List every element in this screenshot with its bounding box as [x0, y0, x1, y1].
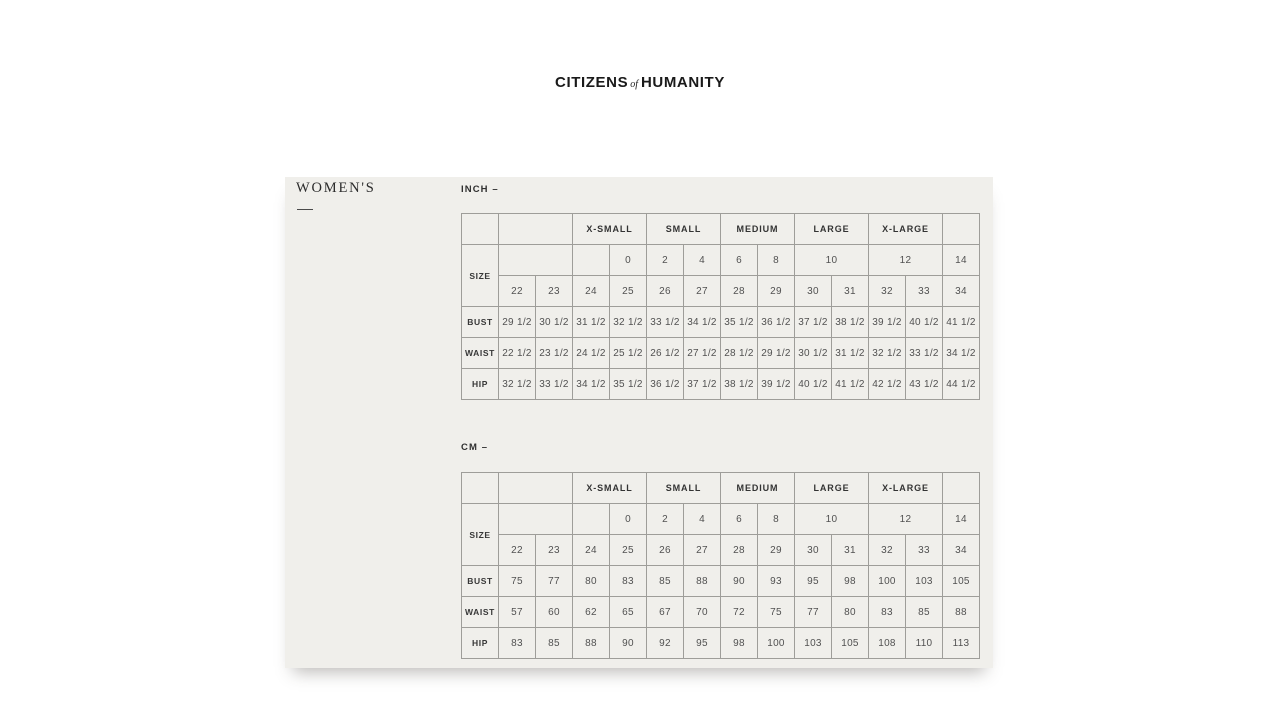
measure-value-cell: 32 1/2 — [869, 338, 906, 369]
measure-value-cell: 80 — [573, 566, 610, 597]
measure-value-cell: 100 — [869, 566, 906, 597]
measure-value-cell: 83 — [869, 597, 906, 628]
size-value-cell: 28 — [721, 276, 758, 307]
size-value-cell: 26 — [647, 276, 684, 307]
size-value-cell: 30 — [795, 276, 832, 307]
group-header-cell: LARGE — [795, 214, 869, 245]
cm-size-table — [461, 472, 980, 659]
measure-value-cell: 31 1/2 — [573, 307, 610, 338]
measure-value-cell: 83 — [499, 628, 536, 659]
measure-value-cell: 85 — [906, 597, 943, 628]
measure-value-cell: 113 — [943, 628, 980, 659]
measure-label-cell: WAIST — [462, 597, 499, 628]
size-value-cell: 10 — [795, 504, 869, 535]
measure-value-cell: 34 1/2 — [684, 307, 721, 338]
size-value-cell: 23 — [536, 535, 573, 566]
measure-value-cell: 105 — [832, 628, 869, 659]
measure-value-cell: 29 1/2 — [499, 307, 536, 338]
group-header-cell: X-LARGE — [869, 214, 943, 245]
size-value-cell: 33 — [906, 276, 943, 307]
size-value-cell: 27 — [684, 535, 721, 566]
measure-value-cell: 29 1/2 — [758, 338, 795, 369]
measure-label-cell: WAIST — [462, 338, 499, 369]
measure-value-cell: 23 1/2 — [536, 338, 573, 369]
size-value-cell: 30 — [795, 535, 832, 566]
measure-value-cell: 67 — [647, 597, 684, 628]
measure-value-cell: 80 — [832, 597, 869, 628]
measure-value-cell: 77 — [795, 597, 832, 628]
size-value-cell: 31 — [832, 535, 869, 566]
group-header-cell — [499, 214, 573, 245]
measure-value-cell: 100 — [758, 628, 795, 659]
size-value-cell: 23 — [536, 276, 573, 307]
measure-label-cell: BUST — [462, 566, 499, 597]
size-value-cell: 2 — [647, 245, 684, 276]
corner-cell — [462, 473, 499, 504]
group-header-cell: X-SMALL — [573, 214, 647, 245]
measure-value-cell: 37 1/2 — [795, 307, 832, 338]
size-value-cell: 12 — [869, 504, 943, 535]
measure-value-cell: 39 1/2 — [869, 307, 906, 338]
group-header-cell — [943, 214, 980, 245]
size-value-cell: 34 — [943, 535, 980, 566]
measure-value-cell: 34 1/2 — [943, 338, 980, 369]
measure-value-cell: 57 — [499, 597, 536, 628]
measure-value-cell: 25 1/2 — [610, 338, 647, 369]
measure-value-cell: 38 1/2 — [721, 369, 758, 400]
size-value-cell: 8 — [758, 245, 795, 276]
size-value-cell: 29 — [758, 535, 795, 566]
measure-value-cell: 36 1/2 — [647, 369, 684, 400]
group-header-cell: MEDIUM — [721, 214, 795, 245]
size-value-cell: 0 — [610, 245, 647, 276]
size-value-cell: 31 — [832, 276, 869, 307]
measure-value-cell: 40 1/2 — [795, 369, 832, 400]
measure-value-cell: 30 1/2 — [795, 338, 832, 369]
measure-value-cell: 90 — [610, 628, 647, 659]
corner-cell — [462, 214, 499, 245]
size-chart-panel — [285, 177, 993, 668]
group-header-cell — [943, 473, 980, 504]
measure-value-cell: 37 1/2 — [684, 369, 721, 400]
measure-value-cell: 33 1/2 — [647, 307, 684, 338]
size-value-cell: 25 — [610, 276, 647, 307]
size-value-cell: 25 — [610, 535, 647, 566]
measure-label-cell: HIP — [462, 369, 499, 400]
group-header-cell — [499, 473, 573, 504]
measure-value-cell: 95 — [684, 628, 721, 659]
measure-value-cell: 85 — [536, 628, 573, 659]
measure-value-cell: 98 — [721, 628, 758, 659]
measure-value-cell: 35 1/2 — [721, 307, 758, 338]
size-value-cell — [499, 504, 573, 535]
logo-of: of — [630, 79, 638, 90]
group-header-cell: LARGE — [795, 473, 869, 504]
size-value-cell: 14 — [943, 245, 980, 276]
measure-value-cell: 30 1/2 — [536, 307, 573, 338]
size-value-cell: 28 — [721, 535, 758, 566]
measure-value-cell: 27 1/2 — [684, 338, 721, 369]
measure-value-cell: 22 1/2 — [499, 338, 536, 369]
size-value-cell — [573, 504, 610, 535]
size-value-cell: 34 — [943, 276, 980, 307]
measure-value-cell: 31 1/2 — [832, 338, 869, 369]
measure-value-cell: 103 — [795, 628, 832, 659]
size-value-cell: 26 — [647, 535, 684, 566]
measure-value-cell: 44 1/2 — [943, 369, 980, 400]
group-header-cell: SMALL — [647, 473, 721, 504]
measure-value-cell: 24 1/2 — [573, 338, 610, 369]
group-header-cell: SMALL — [647, 214, 721, 245]
measure-value-cell: 88 — [573, 628, 610, 659]
measure-value-cell: 110 — [906, 628, 943, 659]
brand-logo — [0, 74, 1280, 91]
size-value-cell: 24 — [573, 535, 610, 566]
measure-value-cell: 65 — [610, 597, 647, 628]
measure-value-cell: 92 — [647, 628, 684, 659]
measure-value-cell: 83 — [610, 566, 647, 597]
measure-value-cell: 90 — [721, 566, 758, 597]
measure-label-cell: BUST — [462, 307, 499, 338]
measure-value-cell: 62 — [573, 597, 610, 628]
measure-value-cell: 43 1/2 — [906, 369, 943, 400]
measure-value-cell: 35 1/2 — [610, 369, 647, 400]
measure-value-cell: 26 1/2 — [647, 338, 684, 369]
measure-value-cell: 38 1/2 — [832, 307, 869, 338]
measure-value-cell: 88 — [684, 566, 721, 597]
size-value-cell — [499, 245, 573, 276]
logo-citizens: CITIZENS — [555, 74, 629, 91]
size-value-cell: 22 — [499, 276, 536, 307]
measure-value-cell: 39 1/2 — [758, 369, 795, 400]
size-value-cell: 22 — [499, 535, 536, 566]
measure-value-cell: 105 — [943, 566, 980, 597]
size-value-cell: 27 — [684, 276, 721, 307]
measure-value-cell: 95 — [795, 566, 832, 597]
logo-humanity: HUMANITY — [640, 74, 725, 91]
size-value-cell — [573, 245, 610, 276]
size-value-cell: 0 — [610, 504, 647, 535]
group-header-cell: MEDIUM — [721, 473, 795, 504]
size-label-cell: SIZE — [462, 504, 499, 566]
group-header-cell: X-SMALL — [573, 473, 647, 504]
size-value-cell: 6 — [721, 504, 758, 535]
measure-value-cell: 103 — [906, 566, 943, 597]
size-value-cell: 29 — [758, 276, 795, 307]
womens-section-title: WOMEN'S — [296, 180, 376, 196]
size-value-cell: 32 — [869, 535, 906, 566]
size-value-cell: 2 — [647, 504, 684, 535]
size-value-cell: 8 — [758, 504, 795, 535]
size-value-cell: 6 — [721, 245, 758, 276]
measure-label-cell: HIP — [462, 628, 499, 659]
measure-value-cell: 70 — [684, 597, 721, 628]
size-value-cell: 14 — [943, 504, 980, 535]
size-value-cell: 24 — [573, 276, 610, 307]
group-header-cell: X-LARGE — [869, 473, 943, 504]
size-value-cell: 12 — [869, 245, 943, 276]
measure-value-cell: 33 1/2 — [906, 338, 943, 369]
measure-value-cell: 60 — [536, 597, 573, 628]
measure-value-cell: 36 1/2 — [758, 307, 795, 338]
measure-value-cell: 32 1/2 — [499, 369, 536, 400]
measure-value-cell: 72 — [721, 597, 758, 628]
measure-value-cell: 41 1/2 — [832, 369, 869, 400]
measure-value-cell: 41 1/2 — [943, 307, 980, 338]
measure-value-cell: 28 1/2 — [721, 338, 758, 369]
inch-size-table — [461, 213, 980, 400]
section-divider-dash — [297, 209, 313, 210]
size-value-cell: 10 — [795, 245, 869, 276]
size-value-cell: 4 — [684, 245, 721, 276]
measure-value-cell: 42 1/2 — [869, 369, 906, 400]
size-value-cell: 4 — [684, 504, 721, 535]
measure-value-cell: 40 1/2 — [906, 307, 943, 338]
inch-unit-label: INCH – — [461, 184, 499, 195]
cm-unit-label: CM – — [461, 442, 489, 453]
measure-value-cell: 75 — [499, 566, 536, 597]
size-value-cell: 32 — [869, 276, 906, 307]
measure-value-cell: 85 — [647, 566, 684, 597]
measure-value-cell: 93 — [758, 566, 795, 597]
measure-value-cell: 33 1/2 — [536, 369, 573, 400]
measure-value-cell: 75 — [758, 597, 795, 628]
measure-value-cell: 108 — [869, 628, 906, 659]
size-value-cell: 33 — [906, 535, 943, 566]
measure-value-cell: 88 — [943, 597, 980, 628]
measure-value-cell: 77 — [536, 566, 573, 597]
measure-value-cell: 34 1/2 — [573, 369, 610, 400]
measure-value-cell: 98 — [832, 566, 869, 597]
size-label-cell: SIZE — [462, 245, 499, 307]
measure-value-cell: 32 1/2 — [610, 307, 647, 338]
